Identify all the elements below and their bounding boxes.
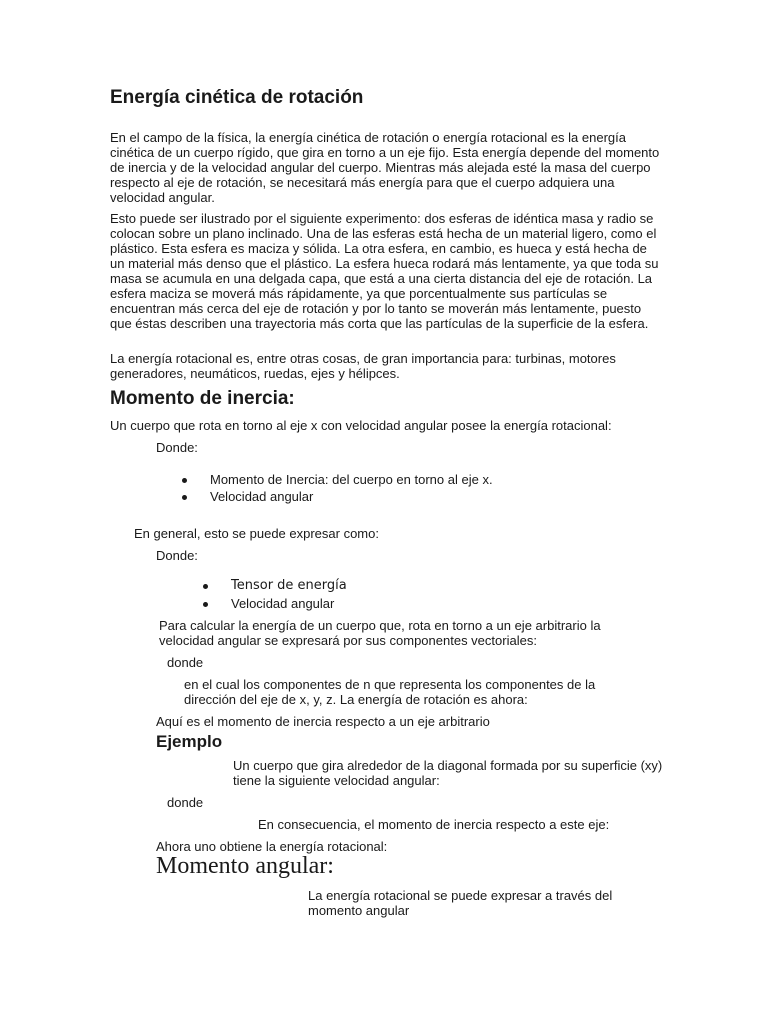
bullet-icon — [182, 495, 187, 500]
consecuencia-text: En consecuencia, el momento de inercia respecto a este eje: — [258, 817, 610, 832]
section-heading-momento-inercia: Momento de inercia: — [110, 388, 295, 409]
bullet-icon — [203, 602, 208, 607]
ahora-text: Ahora uno obtiene la energía rotacional: — [156, 839, 388, 854]
intro-paragraph-2: Esto puede ser ilustrado por el siguiente experimento: dos esferas de idéntica masa y radio se colocan sobre un plano inclinado. Una de las esferas está hecha de un material ligero, como el plástico. Esta esfera es maciza y sólida. La otra esfera, en cambio, es hueca y está hecha de un material más denso que el plástico. La esfera hueca rodará más lentamente, ya que toda su masa se acumula en una delgada capa, que está a una cierta distancia del eje de rotación. La esfera maciza se moverá más rápidamente, ya que porcentualmente sus partículas se encuentran más cerca del eje de rotación y por lo tanto se moverán más lentamente, puesto que éstas describen una trayectoria más corta que las partículas de la superficie de la esfera. — [110, 211, 659, 331]
momento-angular-text: La energía rotacional se puede expresar a través del momento angular — [308, 888, 613, 918]
section-heading-ejemplo: Ejemplo — [156, 732, 223, 751]
intro-paragraph-1: En el campo de la física, la energía cinética de rotación o energía rotacional es la energía cinética de un cuerpo rígido, que gira en torno a un eje fijo. Esta energía depende del momento de inercia y de la velocidad angular del cuerpo. Mientras más alejada esté la masa del cuerpo respecto al eje de rotación, se necesitará más energía para que el cuerpo adquiera una velocidad angular. — [110, 130, 660, 205]
donde-label: donde — [167, 795, 204, 810]
list-item-text: Velocidad angular — [210, 489, 314, 504]
para-calcular-text: Para calcular la energía de un cuerpo que, rota en torno a un eje arbitrario la velocidad angular se expresará por sus componentes vectoriales: — [159, 618, 601, 648]
list-item-text: Momento de Inercia: del cuerpo en torno al eje x. — [210, 472, 493, 487]
bullet-icon — [203, 584, 208, 589]
donde-label: donde — [167, 655, 204, 670]
list-item-text: Velocidad angular — [231, 596, 335, 611]
ejemplo-text: Un cuerpo que gira alrededor de la diagonal formada por su superficie (xy) tiene la siguiente velocidad angular: — [233, 758, 663, 788]
section-heading-momento-angular: Momento angular: — [156, 853, 334, 879]
aqui-text: Aquí es el momento de inercia respecto a un eje arbitrario — [156, 714, 490, 729]
momento-inercia-intro: Un cuerpo que rota en torno al eje x con velocidad angular posee la energía rotacional: — [110, 418, 612, 433]
list-item-text: Tensor de energía — [231, 578, 347, 593]
page-title: Energía cinética de rotación — [110, 87, 364, 108]
donde-label: Donde: — [156, 548, 198, 563]
intro-paragraph-3: La energía rotacional es, entre otras cosas, de gran importancia para: turbinas, motores generadores, neumáticos, ruedas, ejes y hélipces. — [110, 351, 616, 381]
bullet-icon — [182, 478, 187, 483]
general-expression: En general, esto se puede expresar como: — [134, 526, 379, 541]
componentes-text: en el cual los componentes de n que representa los componentes de la dirección del eje de x, y, z. La energía de rotación es ahora: — [184, 677, 596, 707]
donde-label: Donde: — [156, 440, 198, 455]
